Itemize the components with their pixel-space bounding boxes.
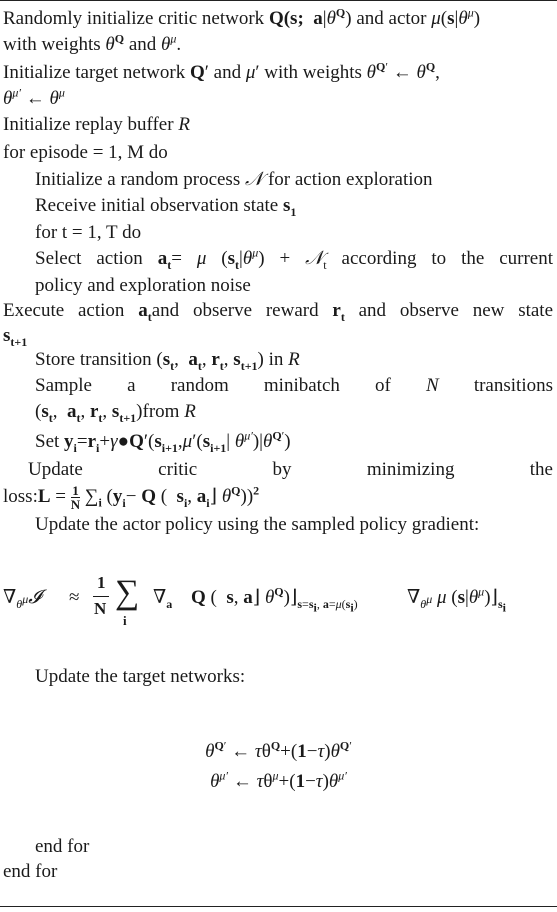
algorithm-line-update-target: Update the target networks: bbox=[35, 666, 246, 687]
algorithm-line-for-t: for t = 1, T do bbox=[35, 222, 142, 243]
algorithm-line-update-critic-a: Update critic by minimizing the bbox=[28, 459, 553, 480]
algorithm-line-init-buffer: Initialize replay buffer R bbox=[3, 114, 190, 135]
algorithm-line-execute-a: Execute action $a_tand$ observe reward $r_t$ and observe new state bbox=[3, 300, 554, 324]
algorithm-line-set-y: Set $y_i=r_i+\gamma●Q'(s_{i+1},\mu'(s_{i+1}|$ $\theta^{\mu'})|\theta^{Q'}$) bbox=[35, 428, 291, 455]
target-update-q-equation: $\theta^{Q'}$ ← $\tau\theta^Q+(1-\tau)\theta^{Q'}$ bbox=[205, 738, 352, 762]
algorithm-line-for-episode: for episode = 1, M do bbox=[3, 142, 168, 163]
algorithm-line-execute-b: $s_{t+1}$ bbox=[3, 325, 28, 349]
algorithm-line-update-actor: Update the actor policy using the sampled policy gradient: bbox=[35, 514, 480, 535]
algorithm-line-select-action-b: policy and exploration noise bbox=[35, 275, 251, 296]
algorithm-line-select-action-a: Select action $a_t= \mu$ $(s_t|\theta^\mu)$ + 𝒩$_t$ according to the current bbox=[35, 245, 553, 272]
algorithm-line-receive-state: Receive initial observation state $s_1$ bbox=[35, 195, 297, 219]
algorithm-line-sample-b: ($s_t$, $a_t$, $r_t$, $s_{t+1})from$ R bbox=[35, 401, 196, 425]
policy-gradient-equation: $\nabla_{\theta^\mu}𝓘$ ≈ 1 N ∑ i $\nabla_a$ Q ( s, a⌋ $\theta^Q)⌋_{s=s_i, a=\mu(s_i)}$ $\nabla_{\theta^\mu}$ μ $(s|\theta^\mu)⌋_{s_i}$ bbox=[3, 573, 506, 628]
top-rule bbox=[0, 0, 557, 1]
algorithm-line-store: Store transition ($s_t$, $a_t$, $r_t$, $s_{t+1}$) in R bbox=[35, 349, 300, 373]
algorithm-line-init-process: Initialize a random process 𝒩 for action exploration bbox=[35, 169, 433, 190]
bottom-rule bbox=[0, 906, 557, 907]
algorithm-line-sample-a: Sample a random minibatch of N transitions bbox=[35, 375, 553, 396]
algorithm-line-init-networks-b: with weights $\theta^Q$ and $\theta^\mu$. bbox=[3, 31, 182, 55]
algorithm-line-end-for-inner: end for bbox=[35, 836, 90, 857]
algorithm-line-end-for-outer: end for bbox=[3, 861, 58, 882]
algorithm-line-init-networks-a: Randomly initialize critic network Q(s; $a|\theta^Q$) and actor $\mu(s|\theta^\mu)$ bbox=[3, 5, 481, 29]
algorithm-line-init-target-a: Initialize target network Q′ and μ′ with weights $\theta^{Q'}$ ← $\theta^Q$, bbox=[3, 59, 440, 83]
algorithm-line-init-target-b: $\theta^{\mu'}$ ← $\theta^\mu$ bbox=[3, 85, 65, 109]
target-update-mu-equation: $\theta^{\mu'}$ ← $\tau\theta^\mu+(1-\tau)\theta^{\mu'}$ bbox=[210, 768, 347, 792]
algorithm-line-update-critic-b: loss:L = $\frac{1}{N}$ $\sum_i$ ($y_i- Q$ ( $s_i$, $a_i⌋$ $\theta^Q))^2$ bbox=[3, 483, 260, 512]
